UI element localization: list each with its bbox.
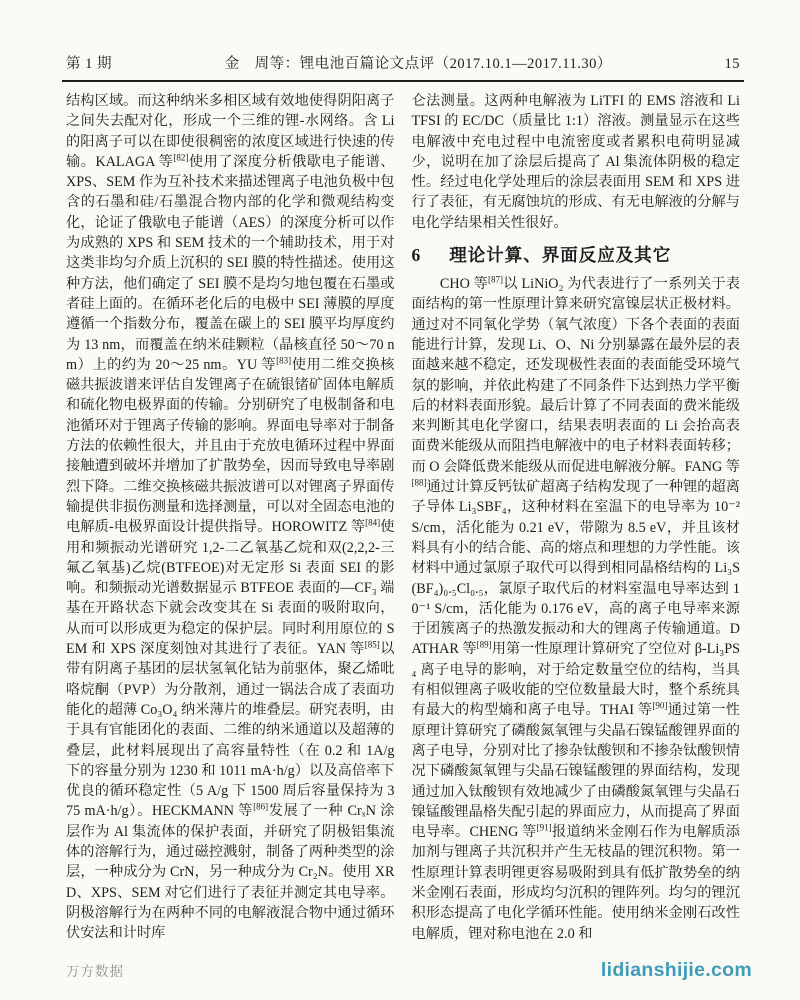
site-watermark: lidianshijie.com xyxy=(600,959,752,981)
running-title: 金 周等：锂电池百篇论文点评（2017.10.1—2017.11.30） xyxy=(224,56,612,72)
section-paragraph: CHO 等[87]以 LiNiO₂ 为代表进行了一系列关于表面结构的第一性原理计算来研究富镍层状正极材料。通过对不同氧化学势（氧气浓度）下各个表面的表面能进行计算，发现 Li、O、Ni 分别暴露在最外层的表面越来越不稳定，还发现极性表面的表面能受环境气氛的影响，并依此构建了不同条件下达到热力学平衡后的材料表面形貌。最后计算了不同表面的费米能级来判断其电化学窗口，结果表明表面的 Li 会抬高表面费米能级从而阻挡电解液中的电子材料表面转移；而 O 会降低费米能级从而促进电解液分解。FANG 等[88]通过计算反钙钛矿超离子结构发现了一种锂的超离子导体 Li₃SBF₄，这种材料在室温下的电导率为 10⁻² S/cm，活化能为 0.21 eV，带隙为 8.5 eV，并且该材料具有小的结合能、高的熔点和理想的力学性能。该材料中通过氯原子取代可以得到相同晶格结构的 Li₃S(BF₄)₀.₅Cl₀.₅，氯原子取代后的材料室温电导率达到 10⁻¹ S/cm，活化能为 0.176 eV，高的离子电导率来源于团簇离子的热激发振动和大的锂离子传输通道。DATHAR 等[89]用第一性原理计算研究了空位对 β-Li₃PS₄ 离子电导的影响，对于给定数量空位的结构，当具有相似锂离子吸收能的空位数量最大时，整个系统具有最大的构型熵和离子电导。THAI 等[90]通过第一性原理计算研究了磷酸氮氧锂与尖晶石镍锰酸锂界面的离子电导，分别对比了掺杂钛酸钡和不掺杂钛酸钡情况下磷酸氮氧锂与尖晶石镍锰酸锂的界面结构，发现通过加入钛酸钡有效地减少了由磷酸氮氧锂与尖晶石镍锰酸锂晶格失配引起的界面应力，从而提高了界面电导率。CHENG 等[91]报道纳米金刚石作为电解质添加剂与锂离子共沉积并产生无枝晶的锂沉积物。第一性原理计算表明锂更容易吸附到具有低扩散势垒的纳米金刚石表面，形成均匀沉积的锂阵列。均匀的锂沉积形态提高了电化学循环性能。使用纳米金刚石改性电解质，锂对称电池在 2.0 和 xyxy=(411,274,740,942)
section-title: 理论计算、界面反应及其它 xyxy=(449,245,672,266)
page-header xyxy=(66,52,740,73)
journal-issue: 第 1 期 xyxy=(66,56,112,72)
left-column xyxy=(66,91,395,942)
paragraph-continuation: 仑法测量。这两种电解液为 LiTFI 的 EMS 溶液和 LiTFSI 的 EC/DC（质量比 1:1）溶液。测量显示在这些电解液中充电过程中电流密度或者累积电荷明显减少，说明在加了涂层后提高了 Al 集流体阴极的稳定性。经过电化学处理后的涂层表面用 SEM 和 XPS 进行了表征，有无腐蚀坑的形成、有无电解液的分解与电化学结果相关性很好。 xyxy=(411,93,740,231)
wanfang-watermark: 万方数据 xyxy=(66,964,124,979)
section-number: 6 xyxy=(411,245,422,266)
page-number: 15 xyxy=(724,56,740,72)
left-column-text: 结构区域。而这种纳米多相区域有效地使得阴阳离子之间失去配对化，形成一个三维的锂-水网络。含 Li 的阳离子可以在即使很稠密的浓度区域进行快速的传输。KALAGA 等[82]使用了深度分析俄歇电子能谱、XPS、SEM 作为互补技术来描述锂离子电池负极中包含的石墨和硅/石墨混合物内部的化学和微观结构变化，论证了俄歇电子能谱（AES）的深度分析可以作为成熟的 XPS 和 SEM 技术的一个辅助技术，用于对这类非均匀介质上沉积的 SEI 膜的特性描述。使用这种方法，他们确定了 SEI 膜不是均匀地包覆在石墨或者硅上面的。在循环老化后的电极中 SEI 薄膜的厚度遵循一个指数分布，覆盖在碳上的 SEI 膜平均厚度约为 13 nm，而覆盖在纳米硅颗粒（晶核直径 50～70 nm）上的约为 20～25 nm。YU 等[83]使用二维交换核磁共振波谱来评估自发锂离子在硫银锗矿固体电解质和硫化物电极界面的传输。分别研究了电极制备和电池循环对于锂离子传输的影响。界面电导率对于制备方法的依赖性很大，并且由于充放电循环过程中界面接触遭到破坏并增加了扩散势垒，因而导致电导率剧烈下降。二维交换核磁共振波谱可以对锂离子界面传输提供非损伤测量和选择测量，可以对全固态电池的电解质-电极界面设计提供指导。HOROWITZ 等[84]使用和频振动光谱研究 1,2-二乙氧基乙烷和双(2,2,2-三氟乙氧基)乙烷(BTFEOE)对无定形 Si 表面 SEI 的影响。和频振动光谱数据显示 BTFEOE 表面的—CF₃ 端基在开路状态下就会改变其在 Si 表面的吸附取向，从而可以形成更为稳定的保护层。同时利用原位的 SEM 和 XPS 深度刻蚀对其进行了表征。YAN 等[85]以带有阴离子基团的层状氢氧化钴为前驱体，聚乙烯吡咯烷酮（PVP）为分散剂，通过一锅法合成了表面功能化的超薄 Co₃O₄ 纳米薄片的堆叠层。研究表明，由于具有官能团化的表面、二维的纳米通道以及超薄的叠层，此材料展现出了高容量特性（在 0.2 和 1A/g 下的容量分别为 1230 和 1011 mA·h/g）以及高倍率下优良的循环稳定性（5 A/g 下 1500 周后容量保持为 375 mA·h/g）。HECKMANN 等[86]发展了一种 CrₓN 涂层作为 Al 集流体的保护表面，并研究了阴极铝集流体的溶解行为，通过磁控溅射，制备了两种类型的涂层，一种成分为 CrN，另一种成分为 Cr₂N。使用 XRD、XPS、SEM 对它们进行了表征并测定其电导率。阴极溶解行为在两种不同的电解液混合物中通过循环伏安法和计时库 xyxy=(66,93,395,942)
two-column-body xyxy=(66,91,740,942)
header-rule xyxy=(62,80,744,82)
section-heading xyxy=(412,242,741,267)
right-column xyxy=(411,91,741,942)
